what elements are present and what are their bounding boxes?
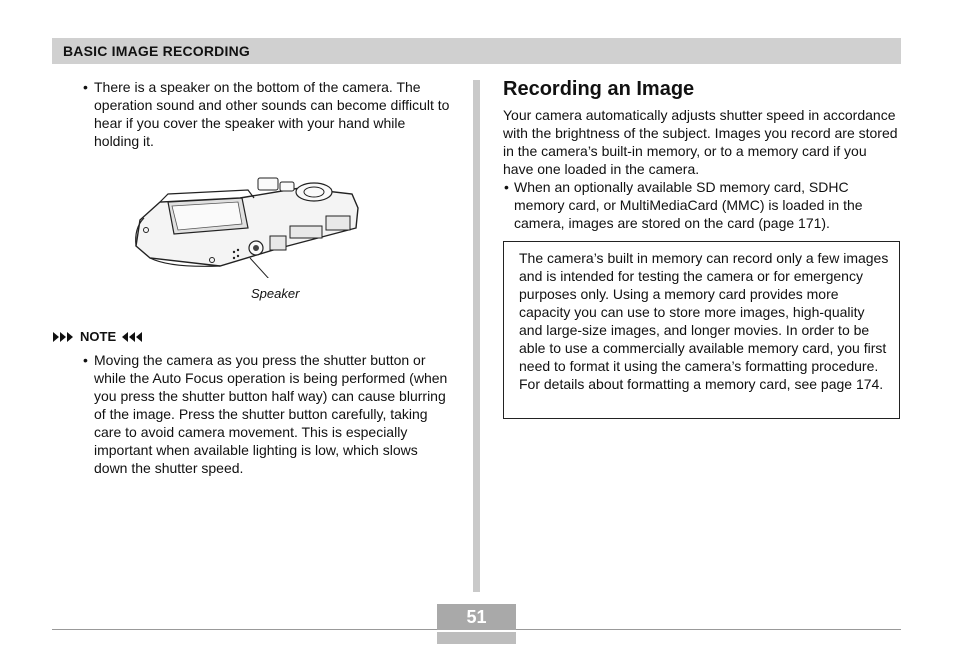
section-header xyxy=(52,38,901,64)
intro-paragraph: Your camera automatically adjusts shutter speed in accordance with the brightness of the subject. Images you record are stored in the camera’s built-in memory, or to a memory card if you have one loaded in the camera. xyxy=(503,107,898,177)
note-label: NOTE xyxy=(80,329,117,344)
page-title: Recording an Image xyxy=(503,78,695,100)
speaker-bullet: • There is a speaker on the bottom of the camera. The operation sound and other sounds can become difficult to hear if you cover the speaker with your hand while holding it. xyxy=(82,78,454,150)
note-body xyxy=(82,351,454,477)
note-heading xyxy=(52,329,144,344)
note-left-arrows-icon xyxy=(52,331,76,343)
note-bullet: • Moving the camera as you press the shutter button or while the Auto Focus operation is being performed (when you press the shutter button half way) can cause blurring of the image. Press the shutter button carefully, taking care to avoid camera movement. This is especially important when available lighting is low, which slows down the shutter speed. xyxy=(82,351,454,477)
page-number-base xyxy=(437,632,516,644)
page-number: 51 xyxy=(437,604,516,630)
memory-info-text: The camera’s built in memory can record only a few images and is intended for testing the camera or for emergency purposes only. Using a memory card provides more capacity you can use to store more images, high-quality and large-size images, and longer movies. In order to be able to use a commercially available memory card, you first need to format it using the camera’s formatting procedure. For details about formatting a memory card, see page 174. xyxy=(519,250,889,392)
memory-card-bullet: • When an optionally available SD memory card, SDHC memory card, or MultiMediaCard (MMC) is loaded in the camera, images are stored on the card (page 171). xyxy=(503,178,898,232)
column-divider xyxy=(473,80,480,592)
camera-bottom-illustration xyxy=(130,168,360,278)
figure-caption: Speaker xyxy=(251,286,300,301)
section-title: BASIC IMAGE RECORDING xyxy=(63,43,250,59)
right-column xyxy=(503,78,898,232)
left-column xyxy=(82,78,454,150)
note-right-arrows-icon xyxy=(120,331,144,343)
page-number-badge xyxy=(437,604,516,644)
memory-info-box xyxy=(503,241,900,419)
